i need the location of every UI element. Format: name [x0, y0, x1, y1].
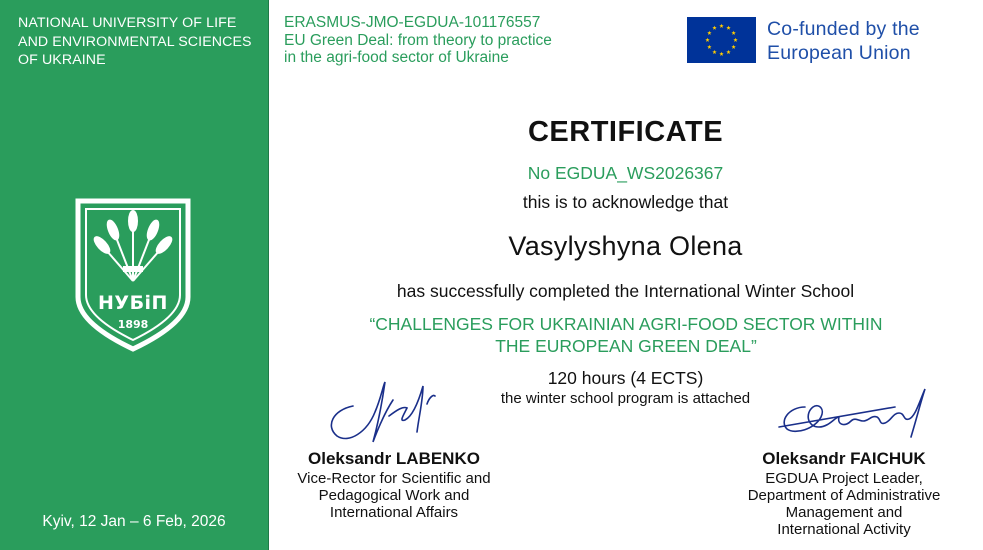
eu-flag-icon	[687, 17, 756, 63]
acknowledge-text: this is to acknowledge that	[522, 192, 729, 212]
university-name-line: OF UKRAINE	[18, 52, 106, 68]
program-note: the winter school program is attached	[500, 390, 751, 407]
eu-cofunded-label	[767, 17, 920, 65]
signatory-role-line: Department of Administrative	[747, 487, 941, 504]
signatory-role-line: International Activity	[777, 521, 911, 538]
signatory-role-line: International Affairs	[329, 504, 459, 521]
project-line: in the agri-food sector of Ukraine	[284, 49, 509, 66]
hours-credits: 120 hours (4 ECTS)	[547, 368, 704, 388]
university-name	[18, 14, 263, 70]
school-title-line: “CHALLENGES FOR UKRAINIAN AGRI-FOOD SECTOR WITHIN	[369, 314, 883, 334]
project-line: ERASMUS-JMO-EGDUA-101176557	[284, 14, 541, 31]
signatory-role	[280, 470, 508, 521]
school-title	[300, 313, 952, 357]
signatory-role	[730, 470, 958, 538]
completion-text: has successfully completed the International Winter School	[396, 281, 855, 301]
signatory-role-line: Management and	[785, 504, 903, 521]
sidebar-panel	[0, 0, 269, 550]
certificate-number: No EGDUA_WS2026367	[527, 163, 724, 183]
signatory-name: Oleksandr LABENKO	[308, 449, 480, 468]
university-name-line: AND ENVIRONMENTAL SCIENCES	[18, 33, 252, 50]
project-line: EU Green Deal: from theory to practice	[284, 31, 552, 49]
signatory-role-line: Vice-Rector for Scientific and	[297, 470, 491, 487]
place-date: Kyiv, 12 Jan – 6 Feb, 2026	[42, 513, 226, 530]
eu-label-line: Co-funded by the	[767, 18, 920, 40]
logo-name: НУБіП	[98, 292, 168, 314]
signatory-name: Oleksandr FAICHUK	[762, 449, 926, 468]
certificate-title: CERTIFICATE	[527, 116, 724, 148]
signature-labenko	[323, 376, 443, 448]
logo-year: 1898	[117, 318, 149, 331]
university-name-line: NATIONAL UNIVERSITY OF LIFE	[18, 15, 237, 31]
signatory-role-line: EGDUA Project Leader,	[765, 470, 923, 487]
school-title-line: THE EUROPEAN GREEN DEAL”	[495, 336, 757, 356]
signatory-left	[280, 449, 508, 521]
project-info	[284, 14, 552, 67]
signatory-role-line: Pedagogical Work and	[318, 487, 470, 504]
signature-faichuk	[775, 377, 935, 449]
recipient-name: Vasylyshyna Olena	[508, 231, 743, 261]
eu-label-line: European Union	[767, 42, 911, 64]
signatory-right	[730, 449, 958, 538]
